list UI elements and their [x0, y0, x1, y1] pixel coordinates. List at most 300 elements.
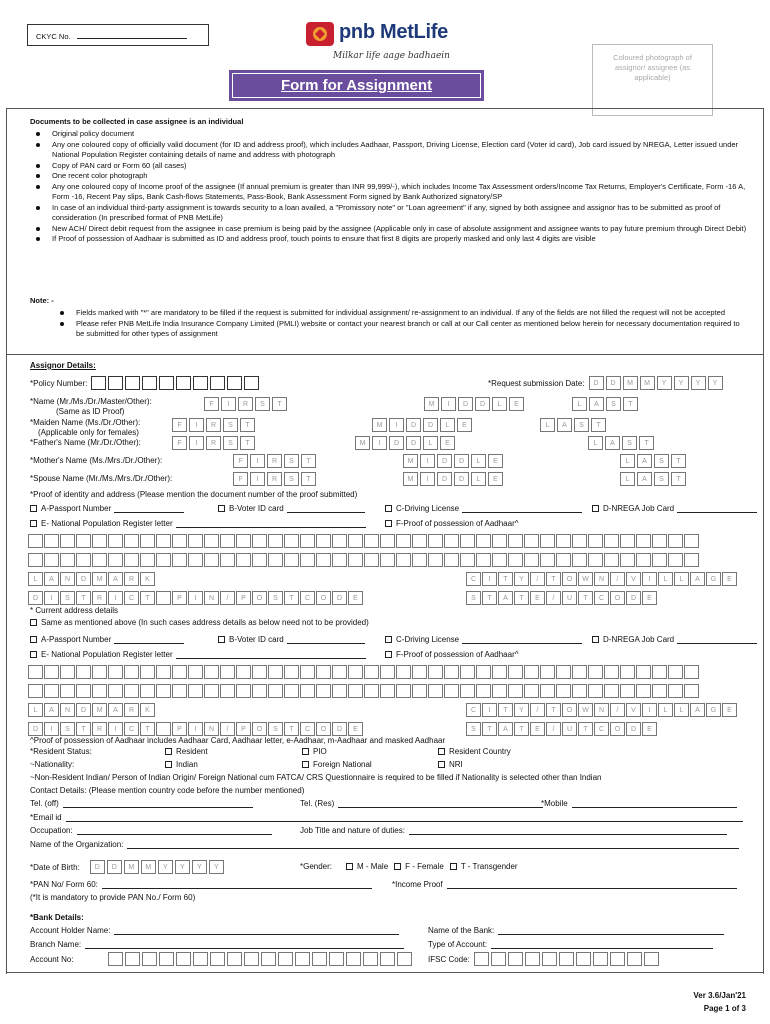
input-cell[interactable]: T — [671, 454, 686, 468]
input-cell[interactable]: D — [90, 860, 105, 874]
input-cell[interactable] — [156, 553, 171, 567]
input-cell[interactable] — [44, 684, 59, 698]
input-cell[interactable]: Y — [691, 376, 706, 390]
request-date-cells[interactable] — [589, 376, 725, 390]
input-cell[interactable] — [140, 684, 155, 698]
input-cell[interactable] — [244, 952, 259, 966]
input-cell[interactable] — [397, 952, 412, 966]
input-cell[interactable]: Y — [514, 703, 529, 717]
policy-number-cell[interactable] — [91, 376, 106, 390]
input-cell[interactable] — [108, 553, 123, 567]
input-cell[interactable]: V — [626, 572, 641, 586]
npr-checkbox-2[interactable] — [30, 651, 37, 658]
input-cell[interactable]: Y — [209, 860, 224, 874]
nrega-field-2[interactable] — [677, 635, 757, 644]
account-type-field[interactable] — [491, 940, 713, 949]
input-cell[interactable]: R — [92, 591, 107, 605]
input-cell[interactable]: I — [108, 722, 123, 736]
input-cell[interactable] — [627, 952, 642, 966]
input-cell[interactable] — [380, 534, 395, 548]
input-cell[interactable]: S — [466, 591, 481, 605]
input-cell[interactable] — [364, 553, 379, 567]
input-cell[interactable] — [156, 534, 171, 548]
input-cell[interactable]: S — [466, 722, 481, 736]
policy-number-cell[interactable] — [244, 376, 259, 390]
input-cell[interactable]: S — [60, 722, 75, 736]
input-cell[interactable]: T — [546, 572, 561, 586]
input-cell[interactable] — [76, 553, 91, 567]
input-cell[interactable]: I — [389, 418, 404, 432]
input-cell[interactable]: E — [348, 591, 363, 605]
district-pin-cells-2[interactable] — [28, 722, 364, 736]
input-cell[interactable] — [396, 684, 411, 698]
input-cell[interactable] — [556, 684, 571, 698]
input-cell[interactable] — [363, 952, 378, 966]
input-cell[interactable]: M — [372, 418, 387, 432]
input-cell[interactable] — [364, 534, 379, 548]
address-line-1[interactable] — [28, 534, 700, 548]
input-cell[interactable]: N — [60, 703, 75, 717]
policy-number-cell[interactable] — [125, 376, 140, 390]
input-cell[interactable]: D — [406, 436, 421, 450]
input-cell[interactable] — [460, 684, 475, 698]
input-cell[interactable] — [108, 534, 123, 548]
input-cell[interactable] — [176, 952, 191, 966]
input-cell[interactable] — [261, 952, 276, 966]
input-cell[interactable] — [252, 553, 267, 567]
input-cell[interactable]: D — [606, 376, 621, 390]
input-cell[interactable]: D — [458, 397, 473, 411]
input-cell[interactable] — [156, 684, 171, 698]
input-cell[interactable]: F — [204, 397, 219, 411]
input-cell[interactable] — [316, 534, 331, 548]
input-cell[interactable] — [92, 534, 107, 548]
input-cell[interactable]: S — [284, 454, 299, 468]
input-cell[interactable] — [524, 553, 539, 567]
spouse-first-cells[interactable] — [233, 472, 318, 486]
input-cell[interactable] — [444, 665, 459, 679]
input-cell[interactable] — [412, 665, 427, 679]
input-cell[interactable] — [460, 553, 475, 567]
input-cell[interactable]: O — [252, 591, 267, 605]
input-cell[interactable]: T — [578, 591, 593, 605]
input-cell[interactable]: S — [284, 472, 299, 486]
input-cell[interactable] — [588, 684, 603, 698]
input-cell[interactable]: S — [223, 418, 238, 432]
input-cell[interactable]: T — [591, 418, 606, 432]
input-cell[interactable]: D — [437, 472, 452, 486]
input-cell[interactable]: S — [606, 397, 621, 411]
mother-middle-cells[interactable] — [403, 454, 505, 468]
input-cell[interactable] — [92, 665, 107, 679]
input-cell[interactable]: T — [240, 418, 255, 432]
input-cell[interactable] — [684, 665, 699, 679]
input-cell[interactable]: Y — [514, 572, 529, 586]
nri-checkbox[interactable] — [438, 761, 445, 768]
driving-license-field[interactable] — [462, 504, 582, 513]
passport-checkbox-2[interactable] — [30, 636, 37, 643]
state-cells[interactable] — [466, 591, 658, 605]
input-cell[interactable] — [652, 684, 667, 698]
address-line-4[interactable] — [28, 684, 700, 698]
input-cell[interactable]: / — [610, 703, 625, 717]
input-cell[interactable] — [593, 952, 608, 966]
input-cell[interactable] — [460, 534, 475, 548]
input-cell[interactable]: D — [589, 376, 604, 390]
input-cell[interactable]: E — [440, 436, 455, 450]
female-checkbox[interactable] — [394, 863, 401, 870]
input-cell[interactable] — [636, 684, 651, 698]
input-cell[interactable] — [188, 534, 203, 548]
input-cell[interactable]: D — [454, 472, 469, 486]
input-cell[interactable]: A — [605, 436, 620, 450]
input-cell[interactable] — [588, 534, 603, 548]
input-cell[interactable] — [204, 684, 219, 698]
input-cell[interactable] — [252, 665, 267, 679]
input-cell[interactable] — [220, 665, 235, 679]
input-cell[interactable]: F — [233, 472, 248, 486]
input-cell[interactable]: D — [454, 454, 469, 468]
photo-box[interactable] — [592, 44, 713, 116]
input-cell[interactable]: E — [530, 591, 545, 605]
input-cell[interactable] — [312, 952, 327, 966]
landmark-cells[interactable] — [28, 572, 156, 586]
input-cell[interactable] — [142, 952, 157, 966]
input-cell[interactable]: A — [690, 703, 705, 717]
input-cell[interactable]: D — [406, 418, 421, 432]
pio-checkbox[interactable] — [302, 748, 309, 755]
input-cell[interactable]: L — [540, 418, 555, 432]
input-cell[interactable] — [92, 684, 107, 698]
input-cell[interactable]: A — [44, 703, 59, 717]
input-cell[interactable] — [108, 684, 123, 698]
input-cell[interactable]: Y — [158, 860, 173, 874]
input-cell[interactable] — [140, 553, 155, 567]
input-cell[interactable]: T — [546, 703, 561, 717]
input-cell[interactable] — [572, 684, 587, 698]
input-cell[interactable] — [28, 553, 43, 567]
input-cell[interactable]: / — [530, 572, 545, 586]
input-cell[interactable] — [540, 553, 555, 567]
input-cell[interactable]: E — [348, 722, 363, 736]
input-cell[interactable] — [346, 952, 361, 966]
input-cell[interactable] — [300, 684, 315, 698]
input-cell[interactable] — [108, 952, 123, 966]
transgender-checkbox[interactable] — [450, 863, 457, 870]
input-cell[interactable] — [428, 665, 443, 679]
input-cell[interactable] — [412, 553, 427, 567]
input-cell[interactable] — [204, 534, 219, 548]
input-cell[interactable] — [60, 534, 75, 548]
input-cell[interactable]: D — [389, 436, 404, 450]
resident-country-checkbox[interactable] — [438, 748, 445, 755]
npr-checkbox[interactable] — [30, 520, 37, 527]
district-pin-cells[interactable] — [28, 591, 364, 605]
input-cell[interactable] — [278, 952, 293, 966]
input-cell[interactable] — [652, 534, 667, 548]
input-cell[interactable]: U — [562, 722, 577, 736]
input-cell[interactable] — [125, 952, 140, 966]
input-cell[interactable]: T — [482, 591, 497, 605]
input-cell[interactable]: V — [626, 703, 641, 717]
input-cell[interactable]: L — [588, 436, 603, 450]
input-cell[interactable]: K — [140, 703, 155, 717]
input-cell[interactable] — [428, 684, 443, 698]
input-cell[interactable] — [476, 534, 491, 548]
policy-number-cell[interactable] — [227, 376, 242, 390]
voter-id-field[interactable] — [287, 504, 365, 513]
input-cell[interactable]: E — [722, 572, 737, 586]
input-cell[interactable] — [508, 553, 523, 567]
input-cell[interactable]: S — [574, 418, 589, 432]
father-first-cells[interactable] — [172, 436, 257, 450]
input-cell[interactable]: L — [28, 572, 43, 586]
input-cell[interactable] — [492, 684, 507, 698]
input-cell[interactable] — [236, 684, 251, 698]
city-cells[interactable] — [466, 572, 738, 586]
input-cell[interactable]: O — [562, 703, 577, 717]
input-cell[interactable] — [140, 534, 155, 548]
input-cell[interactable]: M — [141, 860, 156, 874]
input-cell[interactable]: Y — [708, 376, 723, 390]
input-cell[interactable]: T — [240, 436, 255, 450]
input-cell[interactable]: F — [172, 436, 187, 450]
input-cell[interactable] — [508, 534, 523, 548]
input-cell[interactable] — [300, 553, 315, 567]
input-cell[interactable]: T — [284, 591, 299, 605]
input-cell[interactable]: / — [530, 703, 545, 717]
input-cell[interactable]: Y — [674, 376, 689, 390]
input-cell[interactable]: P — [236, 722, 251, 736]
input-cell[interactable] — [684, 534, 699, 548]
address-line-3[interactable] — [28, 665, 700, 679]
input-cell[interactable]: E — [642, 591, 657, 605]
input-cell[interactable]: I — [188, 591, 203, 605]
father-last-cells[interactable] — [588, 436, 656, 450]
input-cell[interactable] — [348, 534, 363, 548]
input-cell[interactable] — [220, 534, 235, 548]
input-cell[interactable]: A — [498, 722, 513, 736]
input-cell[interactable]: R — [206, 418, 221, 432]
input-cell[interactable]: S — [622, 436, 637, 450]
input-cell[interactable]: M — [403, 472, 418, 486]
input-cell[interactable]: / — [546, 591, 561, 605]
input-cell[interactable]: R — [267, 454, 282, 468]
nrega-field[interactable] — [677, 504, 757, 513]
input-cell[interactable]: I — [441, 397, 456, 411]
input-cell[interactable] — [652, 553, 667, 567]
input-cell[interactable]: M — [403, 454, 418, 468]
input-cell[interactable] — [60, 684, 75, 698]
input-cell[interactable]: A — [589, 397, 604, 411]
input-cell[interactable] — [620, 553, 635, 567]
input-cell[interactable] — [604, 534, 619, 548]
driving-license-checkbox-2[interactable] — [385, 636, 392, 643]
input-cell[interactable] — [252, 684, 267, 698]
input-cell[interactable]: C — [466, 703, 481, 717]
maiden-middle-cells[interactable] — [372, 418, 474, 432]
input-cell[interactable]: A — [108, 703, 123, 717]
input-cell[interactable]: G — [706, 703, 721, 717]
input-cell[interactable]: T — [482, 722, 497, 736]
input-cell[interactable]: / — [220, 591, 235, 605]
organization-field[interactable] — [127, 840, 739, 849]
input-cell[interactable] — [188, 684, 203, 698]
input-cell[interactable]: L — [492, 397, 507, 411]
input-cell[interactable]: R — [124, 703, 139, 717]
input-cell[interactable]: T — [623, 397, 638, 411]
input-cell[interactable] — [332, 553, 347, 567]
input-cell[interactable]: T — [284, 722, 299, 736]
input-cell[interactable] — [474, 952, 489, 966]
income-proof-field[interactable] — [447, 880, 737, 889]
mother-last-cells[interactable] — [620, 454, 688, 468]
input-cell[interactable]: D — [437, 454, 452, 468]
input-cell[interactable] — [124, 684, 139, 698]
input-cell[interactable] — [652, 665, 667, 679]
input-cell[interactable]: E — [722, 703, 737, 717]
input-cell[interactable] — [172, 553, 187, 567]
father-middle-cells[interactable] — [355, 436, 457, 450]
input-cell[interactable]: C — [124, 722, 139, 736]
input-cell[interactable] — [604, 553, 619, 567]
policy-number-cell[interactable] — [210, 376, 225, 390]
input-cell[interactable] — [210, 952, 225, 966]
input-cell[interactable]: R — [206, 436, 221, 450]
input-cell[interactable] — [124, 553, 139, 567]
input-cell[interactable]: O — [252, 722, 267, 736]
npr-field-2[interactable] — [176, 650, 366, 659]
pan-field[interactable] — [102, 880, 372, 889]
input-cell[interactable] — [508, 952, 523, 966]
input-cell[interactable] — [348, 553, 363, 567]
input-cell[interactable]: A — [557, 418, 572, 432]
input-cell[interactable] — [620, 534, 635, 548]
input-cell[interactable]: K — [140, 572, 155, 586]
input-cell[interactable]: L — [658, 572, 673, 586]
input-cell[interactable] — [412, 684, 427, 698]
input-cell[interactable] — [159, 952, 174, 966]
input-cell[interactable]: Y — [175, 860, 190, 874]
input-cell[interactable]: L — [440, 418, 455, 432]
input-cell[interactable] — [476, 665, 491, 679]
policy-number-cell[interactable] — [108, 376, 123, 390]
input-cell[interactable]: R — [238, 397, 253, 411]
input-cell[interactable] — [220, 553, 235, 567]
input-cell[interactable]: C — [594, 722, 609, 736]
input-cell[interactable]: D — [423, 418, 438, 432]
input-cell[interactable] — [268, 684, 283, 698]
input-cell[interactable] — [559, 952, 574, 966]
input-cell[interactable] — [60, 665, 75, 679]
input-cell[interactable] — [28, 665, 43, 679]
input-cell[interactable]: C — [300, 591, 315, 605]
input-cell[interactable]: M — [92, 703, 107, 717]
input-cell[interactable] — [610, 952, 625, 966]
input-cell[interactable]: I — [482, 572, 497, 586]
input-cell[interactable]: I — [44, 722, 59, 736]
input-cell[interactable] — [556, 665, 571, 679]
resident-checkbox[interactable] — [165, 748, 172, 755]
driving-license-checkbox[interactable] — [385, 505, 392, 512]
input-cell[interactable]: T — [140, 722, 155, 736]
input-cell[interactable]: O — [316, 722, 331, 736]
input-cell[interactable]: S — [255, 397, 270, 411]
input-cell[interactable]: D — [76, 703, 91, 717]
input-cell[interactable] — [284, 534, 299, 548]
input-cell[interactable]: F — [172, 418, 187, 432]
input-cell[interactable] — [316, 553, 331, 567]
input-cell[interactable]: I — [189, 418, 204, 432]
input-cell[interactable] — [428, 534, 443, 548]
input-cell[interactable]: / — [546, 722, 561, 736]
input-cell[interactable]: L — [658, 703, 673, 717]
input-cell[interactable] — [572, 534, 587, 548]
input-cell[interactable]: W — [578, 703, 593, 717]
input-cell[interactable] — [284, 553, 299, 567]
input-cell[interactable]: A — [690, 572, 705, 586]
input-cell[interactable]: I — [642, 703, 657, 717]
input-cell[interactable]: E — [488, 472, 503, 486]
input-cell[interactable]: L — [28, 703, 43, 717]
input-cell[interactable]: I — [482, 703, 497, 717]
input-cell[interactable]: I — [108, 591, 123, 605]
voter-id-checkbox[interactable] — [218, 505, 225, 512]
tel-res-field[interactable] — [338, 799, 543, 808]
input-cell[interactable]: S — [223, 436, 238, 450]
input-cell[interactable]: R — [92, 722, 107, 736]
branch-name-field[interactable] — [85, 940, 404, 949]
input-cell[interactable]: I — [420, 454, 435, 468]
input-cell[interactable]: D — [626, 722, 641, 736]
input-cell[interactable] — [380, 665, 395, 679]
input-cell[interactable]: S — [654, 454, 669, 468]
policy-number-cells[interactable] — [91, 376, 261, 390]
input-cell[interactable]: I — [250, 472, 265, 486]
input-cell[interactable] — [236, 534, 251, 548]
input-cell[interactable] — [156, 591, 171, 605]
input-cell[interactable]: N — [204, 591, 219, 605]
input-cell[interactable] — [556, 534, 571, 548]
input-cell[interactable] — [668, 665, 683, 679]
input-cell[interactable] — [364, 684, 379, 698]
input-cell[interactable] — [227, 952, 242, 966]
input-cell[interactable] — [236, 553, 251, 567]
input-cell[interactable] — [172, 534, 187, 548]
input-cell[interactable]: / — [610, 572, 625, 586]
input-cell[interactable] — [588, 553, 603, 567]
input-cell[interactable]: E — [509, 397, 524, 411]
input-cell[interactable] — [156, 722, 171, 736]
occupation-field[interactable] — [77, 826, 272, 835]
input-cell[interactable] — [284, 665, 299, 679]
input-cell[interactable]: T — [498, 572, 513, 586]
policy-number-cell[interactable] — [193, 376, 208, 390]
name-first-cells[interactable] — [204, 397, 289, 411]
input-cell[interactable] — [668, 534, 683, 548]
input-cell[interactable]: A — [637, 472, 652, 486]
passport-checkbox[interactable] — [30, 505, 37, 512]
input-cell[interactable]: A — [498, 591, 513, 605]
ifsc-cells[interactable] — [474, 952, 661, 966]
input-cell[interactable] — [636, 553, 651, 567]
input-cell[interactable]: Y — [192, 860, 207, 874]
input-cell[interactable] — [460, 665, 475, 679]
input-cell[interactable] — [204, 553, 219, 567]
input-cell[interactable]: D — [626, 591, 641, 605]
input-cell[interactable]: S — [654, 472, 669, 486]
input-cell[interactable] — [604, 665, 619, 679]
